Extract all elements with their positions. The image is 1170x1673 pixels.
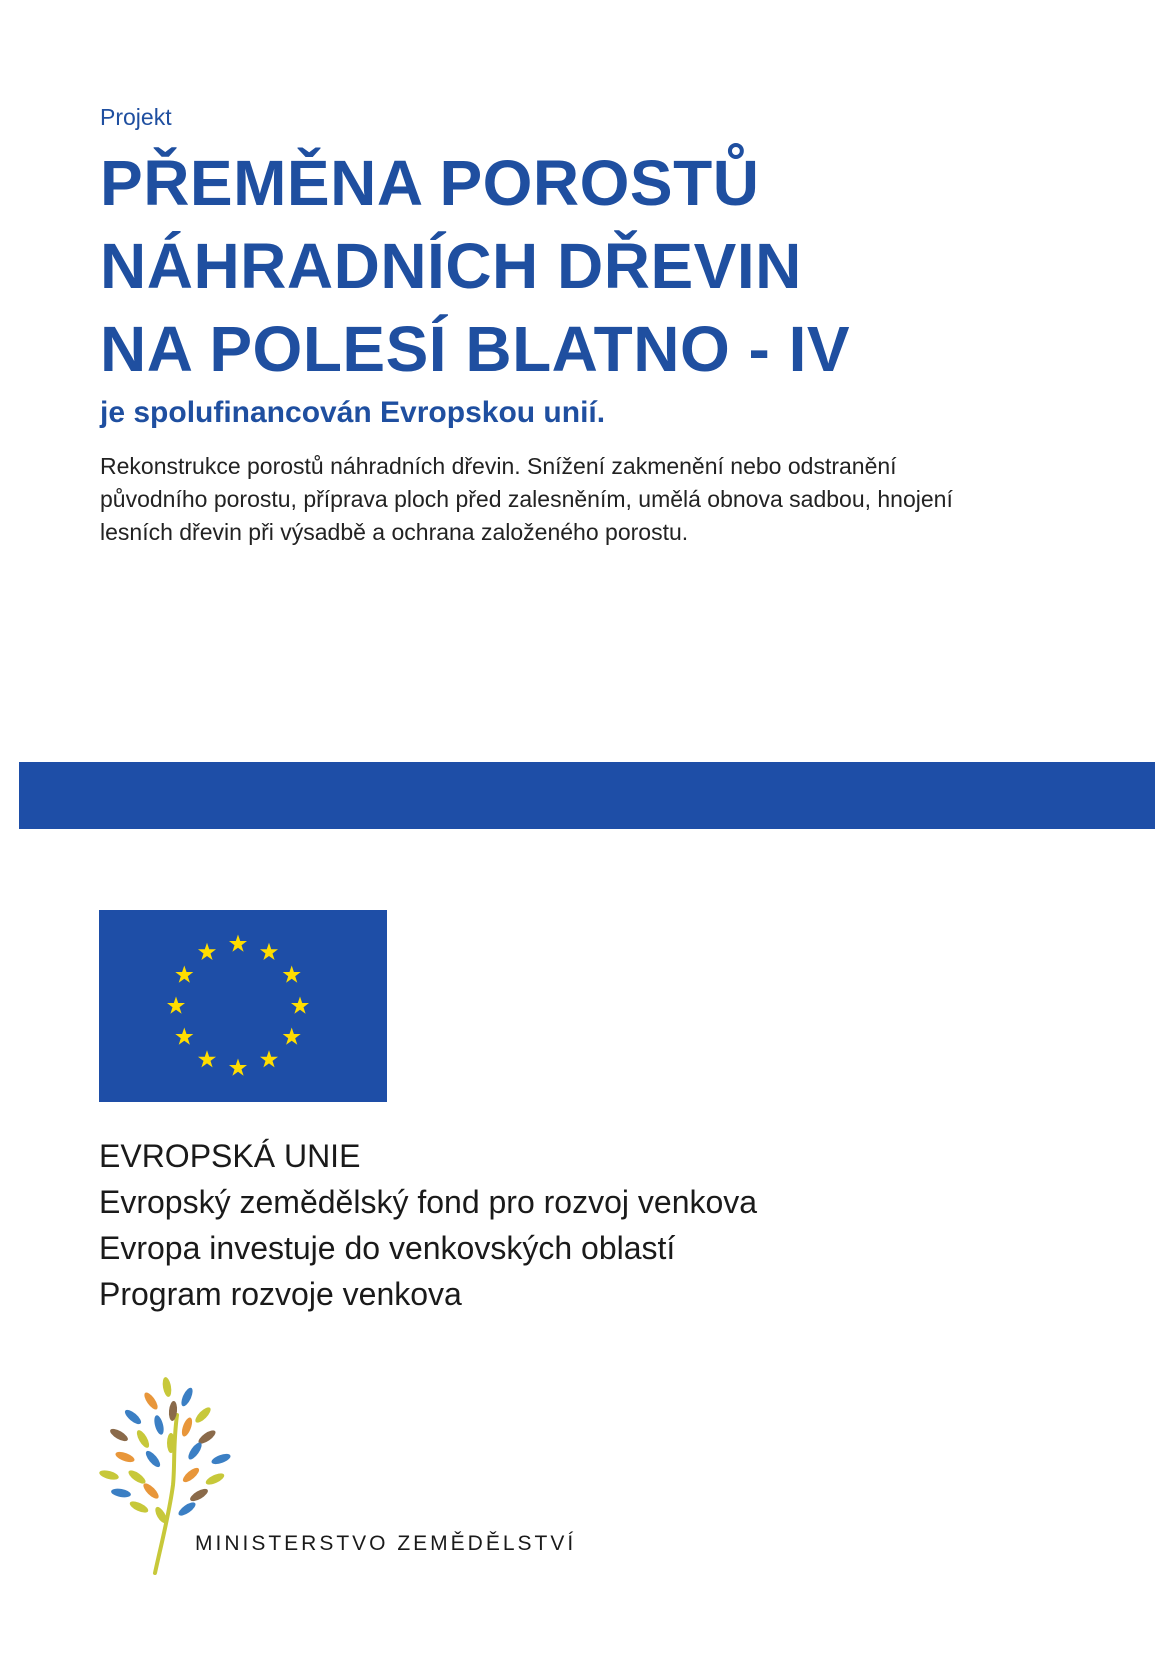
project-title bbox=[100, 142, 1100, 391]
eu-star-icon bbox=[229, 1059, 247, 1076]
eu-star-icon bbox=[198, 943, 216, 960]
project-description bbox=[100, 450, 1080, 549]
eu-star-icon bbox=[198, 1050, 216, 1067]
eu-star-icon bbox=[283, 966, 301, 983]
cofinancing-subtitle: je spolufinancován Evropskou unií. bbox=[100, 396, 606, 429]
title-line-2: NÁHRADNÍCH DŘEVIN bbox=[100, 230, 802, 302]
eu-line-3: Evropa investuje do venkovských oblastí bbox=[99, 1230, 676, 1266]
eu-star-icon bbox=[229, 935, 247, 952]
title-line-1: PŘEMĚNA POROSTŮ bbox=[100, 147, 760, 219]
eu-line-2: Evropský zemědělský fond pro rozvoj venkova bbox=[99, 1184, 758, 1220]
eu-star-icon bbox=[283, 1028, 301, 1045]
eu-star-icon bbox=[167, 997, 185, 1014]
eu-star-icon bbox=[291, 997, 309, 1014]
blue-divider-bar bbox=[19, 762, 1155, 829]
eu-star-icon bbox=[175, 966, 193, 983]
description-line-3: lesních dřevin při výsadbě a ochrana založeného porostu. bbox=[100, 519, 689, 545]
eu-flag-icon bbox=[99, 910, 387, 1102]
eu-star-icon bbox=[260, 1050, 278, 1067]
description-line-1: Rekonstrukce porostů náhradních dřevin. Snížení zakmenění nebo odstranění bbox=[100, 453, 897, 479]
eu-star-icon bbox=[260, 943, 278, 960]
eu-line-1: EVROPSKÁ UNIE bbox=[99, 1138, 361, 1174]
project-label: Projekt bbox=[100, 104, 172, 130]
eu-text-block bbox=[99, 1133, 757, 1317]
eu-line-4: Program rozvoje venkova bbox=[99, 1276, 462, 1312]
description-line-2: původního porostu, příprava ploch před zalesněním, umělá obnova sadbou, hnojení bbox=[100, 486, 953, 512]
ministry-name: MINISTERSTVO ZEMĚDĚLSTVÍ bbox=[195, 1532, 577, 1555]
title-line-3: NA POLESÍ BLATNO - IV bbox=[100, 313, 851, 385]
eu-star-icon bbox=[175, 1028, 193, 1045]
